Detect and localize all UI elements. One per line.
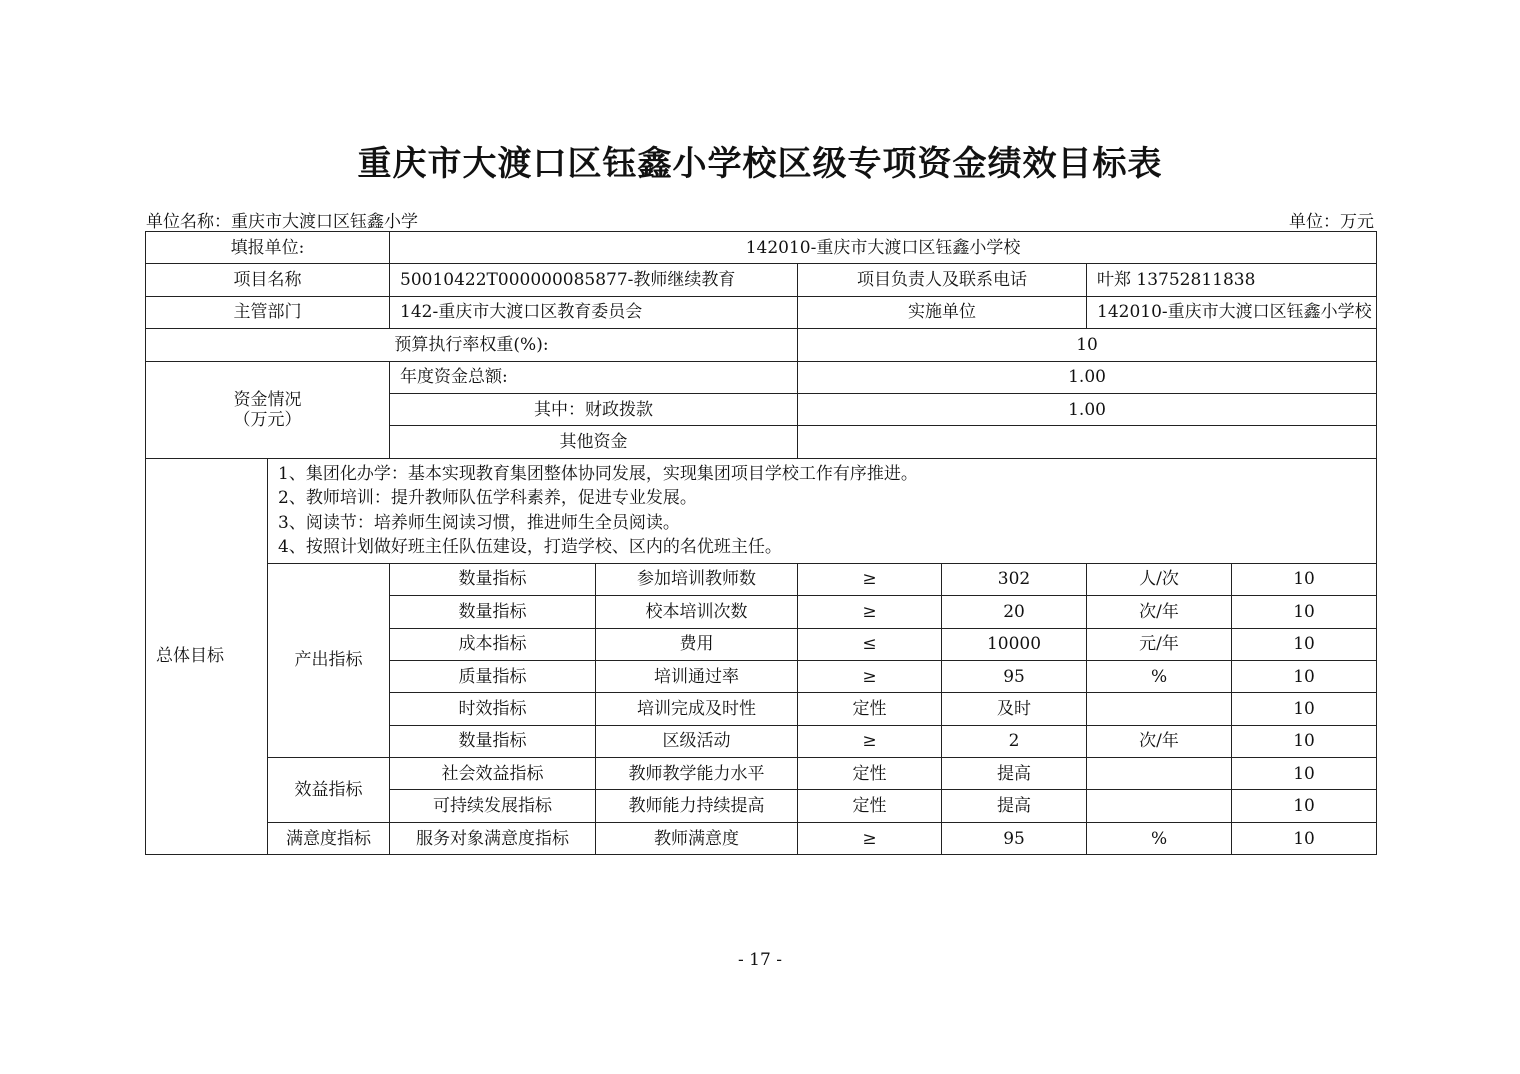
indicator-operator: ≥ — [798, 563, 942, 595]
indicator-row — [146, 758, 1377, 790]
indicator-weight: 10 — [1232, 563, 1377, 595]
impl-value: 142010-重庆市大渡口区钰鑫小学校 — [1087, 296, 1377, 328]
funds-annual-row — [146, 361, 1377, 393]
indicator-name: 区级活动 — [596, 725, 798, 757]
indicator-value: 302 — [942, 563, 1087, 595]
indicator-unit: 人/次 — [1087, 563, 1232, 595]
indicator-unit: 次/年 — [1087, 725, 1232, 757]
indicator-name: 培训完成及时性 — [596, 693, 798, 725]
indicator-value: 10000 — [942, 628, 1087, 660]
output-indicators-label: 产出指标 — [268, 563, 390, 757]
indicator-weight: 10 — [1232, 822, 1377, 854]
indicator-type: 数量指标 — [390, 563, 596, 595]
project-name-value: 50010422T000000085877-教师继续教育 — [390, 264, 798, 296]
indicator-weight: 10 — [1232, 660, 1377, 692]
overall-goals-label: 总体目标 — [146, 458, 268, 855]
indicator-unit — [1087, 790, 1232, 822]
indicator-value: 及时 — [942, 693, 1087, 725]
unit-name: 单位名称：重庆市大渡口区钰鑫小学 — [146, 212, 418, 232]
dept-value: 142-重庆市大渡口区教育委员会 — [390, 296, 798, 328]
fiscal-funds-label: 其中：财政拨款 — [390, 393, 798, 425]
indicator-operator: ≥ — [798, 660, 942, 692]
indicator-operator: 定性 — [798, 758, 942, 790]
budget-weight-row — [146, 329, 1377, 361]
indicator-type: 数量指标 — [390, 596, 596, 628]
indicator-weight: 10 — [1232, 693, 1377, 725]
impl-label: 实施单位 — [798, 296, 1087, 328]
other-funds-label: 其他资金 — [390, 426, 798, 458]
indicator-type: 社会效益指标 — [390, 758, 596, 790]
annual-funds-value: 1.00 — [798, 361, 1377, 393]
fiscal-funds-value: 1.00 — [798, 393, 1377, 425]
indicator-value: 95 — [942, 822, 1087, 854]
indicator-type: 成本指标 — [390, 628, 596, 660]
goal-line: 3、阅读节：培养师生阅读习惯，推进师生全员阅读。 — [278, 512, 680, 533]
page-number: - 17 - — [738, 950, 782, 970]
indicator-unit — [1087, 758, 1232, 790]
document-title: 重庆市大渡口区钰鑫小学校区级专项资金绩效目标表 — [357, 144, 1163, 184]
indicator-name: 费用 — [596, 628, 798, 660]
indicator-unit: 次/年 — [1087, 596, 1232, 628]
indicator-operator: ≥ — [798, 822, 942, 854]
project-leader-value: 叶郑 13752811838 — [1087, 264, 1377, 296]
indicator-unit — [1087, 693, 1232, 725]
indicator-weight: 10 — [1232, 596, 1377, 628]
indicator-operator: ≥ — [798, 596, 942, 628]
filler-row — [146, 232, 1377, 264]
indicator-weight: 10 — [1232, 725, 1377, 757]
indicator-name: 教师满意度 — [596, 822, 798, 854]
filler-value: 142010-重庆市大渡口区钰鑫小学校 — [390, 232, 1377, 264]
department-row — [146, 296, 1377, 328]
indicator-name: 校本培训次数 — [596, 596, 798, 628]
dept-label: 主管部门 — [146, 296, 390, 328]
budget-weight-label: 预算执行率权重(%): — [146, 329, 798, 361]
indicator-operator: ≥ — [798, 725, 942, 757]
performance-target-table — [145, 231, 1377, 855]
funds-label-line1: 资金情况 — [233, 389, 302, 410]
indicator-name: 教师能力持续提高 — [596, 790, 798, 822]
indicator-weight: 10 — [1232, 628, 1377, 660]
indicator-value: 2 — [942, 725, 1087, 757]
indicator-name: 教师教学能力水平 — [596, 758, 798, 790]
goal-line: 4、按照计划做好班主任队伍建设，打造学校、区内的名优班主任。 — [278, 537, 782, 558]
indicator-row — [146, 822, 1377, 854]
indicator-type: 数量指标 — [390, 725, 596, 757]
project-leader-label: 项目负责人及联系电话 — [798, 264, 1087, 296]
overall-goals-text — [268, 458, 1377, 563]
indicator-weight: 10 — [1232, 790, 1377, 822]
annual-funds-label: 年度资金总额: — [390, 361, 798, 393]
indicator-type: 质量指标 — [390, 660, 596, 692]
indicator-row — [146, 563, 1377, 595]
indicator-type: 服务对象满意度指标 — [390, 822, 596, 854]
other-funds-value — [798, 426, 1377, 458]
indicator-type: 可持续发展指标 — [390, 790, 596, 822]
goal-line: 1、集团化办学：基本实现教育集团整体协同发展，实现集团项目学校工作有序推进。 — [278, 463, 918, 484]
benefit-indicators-label: 效益指标 — [268, 758, 390, 823]
filler-label: 填报单位: — [146, 232, 390, 264]
indicator-value: 提高 — [942, 790, 1087, 822]
indicator-operator: ≤ — [798, 628, 942, 660]
indicator-name: 培训通过率 — [596, 660, 798, 692]
project-name-row — [146, 264, 1377, 296]
funds-label — [146, 361, 390, 458]
budget-weight-value: 10 — [798, 329, 1377, 361]
indicator-unit: 元/年 — [1087, 628, 1232, 660]
indicator-value: 95 — [942, 660, 1087, 692]
goals-row — [146, 458, 1377, 563]
indicator-weight: 10 — [1232, 758, 1377, 790]
goal-line: 2、教师培训：提升教师队伍学科素养，促进专业发展。 — [278, 488, 697, 509]
indicator-type: 时效指标 — [390, 693, 596, 725]
funds-label-line2: （万元） — [233, 409, 302, 430]
indicator-value: 20 — [942, 596, 1087, 628]
project-name-label: 项目名称 — [146, 264, 390, 296]
indicator-value: 提高 — [942, 758, 1087, 790]
indicator-unit: % — [1087, 822, 1232, 854]
indicator-unit: % — [1087, 660, 1232, 692]
currency-unit: 单位：万元 — [1289, 212, 1374, 232]
indicator-name: 参加培训教师数 — [596, 563, 798, 595]
indicator-operator: 定性 — [798, 693, 942, 725]
satisfaction-indicators-label: 满意度指标 — [268, 822, 390, 854]
indicator-operator: 定性 — [798, 790, 942, 822]
